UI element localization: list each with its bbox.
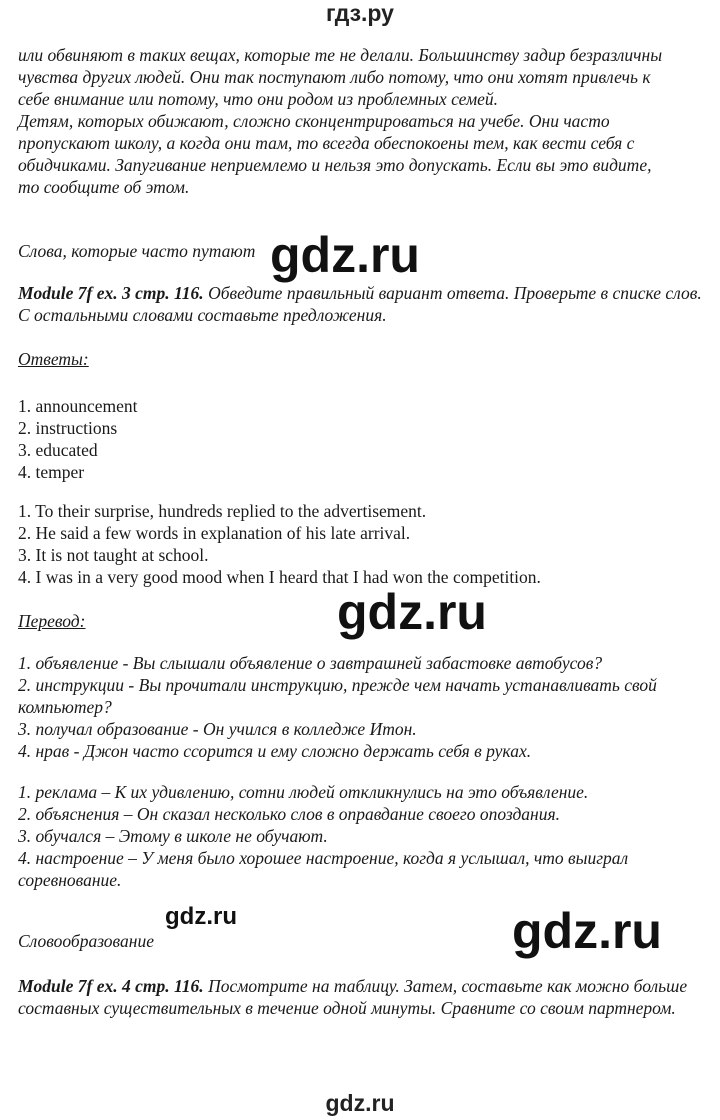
sentences-list bbox=[18, 500, 708, 588]
text-line: Детям, которых обижают, сложно сконцентрироваться на учебе. Они часто bbox=[18, 111, 610, 131]
list-item: 4. настроение – У меня было хорошее настроение, когда я услышал, что выиграл соревнование. bbox=[18, 848, 629, 890]
section-heading-confused-words: Слова, которые часто путают bbox=[18, 241, 256, 261]
watermark: gdz.ru bbox=[165, 903, 237, 930]
list-item: 1. реклама – К их удивлению, сотни людей откликнулись на это объявление. bbox=[18, 782, 589, 802]
text-line: обидчиками. Запугивание неприемлемо и нельзя это допускать. Если вы это видите, bbox=[18, 155, 652, 175]
exercise-instruction: Обведите правильный вариант ответа. Проверьте в списке слов. С остальными словами составьте предложения. bbox=[18, 283, 702, 325]
list-item: 2. инструкции - Вы прочитали инструкцию, прежде чем начать устанавливать свой компьютер? bbox=[18, 675, 657, 717]
intro-paragraph bbox=[18, 44, 708, 198]
list-item: 2. объяснения – Он сказал несколько слов в оправдание своего опоздания. bbox=[18, 804, 560, 824]
text-line: чувства других людей. Они так поступают либо потому, что они хотят привлечь к bbox=[18, 67, 651, 87]
list-item: 3. It is not taught at school. bbox=[18, 545, 209, 565]
translation-sentences-list bbox=[18, 781, 708, 891]
answers-list bbox=[18, 395, 708, 483]
watermark: gdz.ru bbox=[337, 584, 487, 640]
list-item: 2. He said a few words in explanation of his late arrival. bbox=[18, 523, 411, 543]
section-heading-word-formation: Словообразование bbox=[18, 931, 154, 951]
list-item: 3. обучался – Этому в школе не обучают. bbox=[18, 826, 328, 846]
list-item: 4. нрав - Джон часто ссорится и ему сложно держать себя в руках. bbox=[18, 741, 532, 761]
exercise-4-heading bbox=[18, 975, 708, 1019]
exercise-3-heading bbox=[18, 282, 708, 326]
text-line: себе внимание или потому, что они родом из проблемных семей. bbox=[18, 89, 499, 109]
site-footer: gdz.ru bbox=[325, 1090, 395, 1116]
answers-label: Ответы: bbox=[18, 349, 89, 369]
translation-label: Перевод: bbox=[18, 611, 86, 631]
list-item: 1. announcement bbox=[18, 396, 138, 416]
watermark: gdz.ru bbox=[512, 903, 662, 959]
text-line: пропускают школу, а когда они там, то всегда обеспокоены тем, как вести себя с bbox=[18, 133, 635, 153]
exercise-instruction: Посмотрите на таблицу. Затем, составьте как можно больше составных существительных в течение одной минуты. Сравните со своим партнером. bbox=[18, 976, 688, 1018]
translation-answers-list bbox=[18, 652, 708, 762]
list-item: 3. получал образование - Он учился в колледже Итон. bbox=[18, 719, 417, 739]
list-item: 4. temper bbox=[18, 462, 85, 482]
list-item: 3. educated bbox=[18, 440, 98, 460]
list-item: 1. To their surprise, hundreds replied to the advertisement. bbox=[18, 501, 427, 521]
watermark: gdz.ru bbox=[270, 227, 420, 283]
exercise-title: Module 7f ex. 3 стр. 116. bbox=[18, 283, 204, 303]
list-item: 1. объявление - Вы слышали объявление о завтрашней забастовке автобусов? bbox=[18, 653, 603, 673]
exercise-title: Module 7f ex. 4 стр. 116. bbox=[18, 976, 204, 996]
text-line: то сообщите об этом. bbox=[18, 177, 190, 197]
site-header: гдз.ру bbox=[326, 0, 394, 26]
list-item: 4. I was in a very good mood when I heard that I had won the competition. bbox=[18, 567, 541, 587]
text-line: или обвиняют в таких вещах, которые те не делали. Большинству задир безразличны bbox=[18, 45, 663, 65]
list-item: 2. instructions bbox=[18, 418, 118, 438]
